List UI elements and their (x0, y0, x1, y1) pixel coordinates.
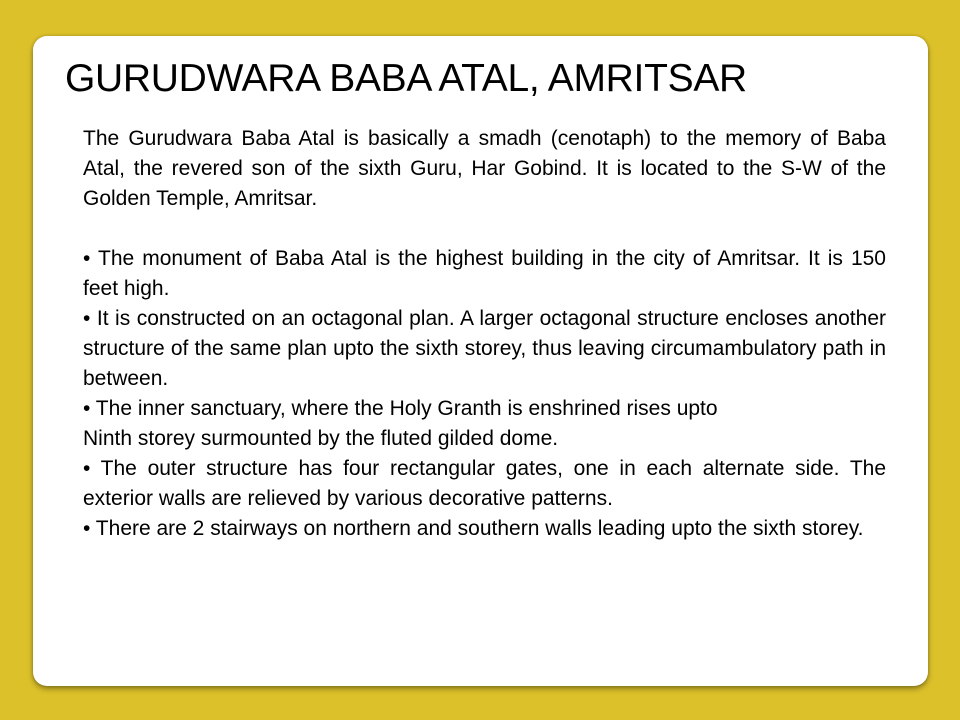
bullet-item: • There are 2 stairways on northern and southern walls leading upto the sixth storey. (83, 517, 864, 540)
bullet-item: • The inner sanctuary, where the Holy Granth is enshrined rises upto (83, 397, 718, 420)
slide-body (83, 124, 886, 544)
bullet-continuation: Ninth storey surmounted by the fluted gilded dome. (83, 427, 559, 450)
paragraph-spacer (83, 214, 886, 244)
bullet-item: • The outer structure has four rectangular gates, one in each alternate side. The exterior walls are relieved by various decorative patterns. (83, 457, 886, 510)
bullet-item: • The monument of Baba Atal is the highest building in the city of Amritsar. It is 150 feet high. (83, 247, 886, 300)
slide-title: GURUDWARA BABA ATAL, AMRITSAR (65, 57, 747, 100)
intro-paragraph: The Gurudwara Baba Atal is basically a smadh (cenotaph) to the memory of Baba Atal, the revered son of the sixth Guru, Har Gobind. It is located to the S-W of the Golden Temple, Amritsar. (83, 127, 886, 210)
bullet-item: • It is constructed on an octagonal plan. A larger octagonal structure encloses another structure of the same plan upto the sixth storey, thus leaving circumambulatory path in between. (83, 307, 886, 390)
